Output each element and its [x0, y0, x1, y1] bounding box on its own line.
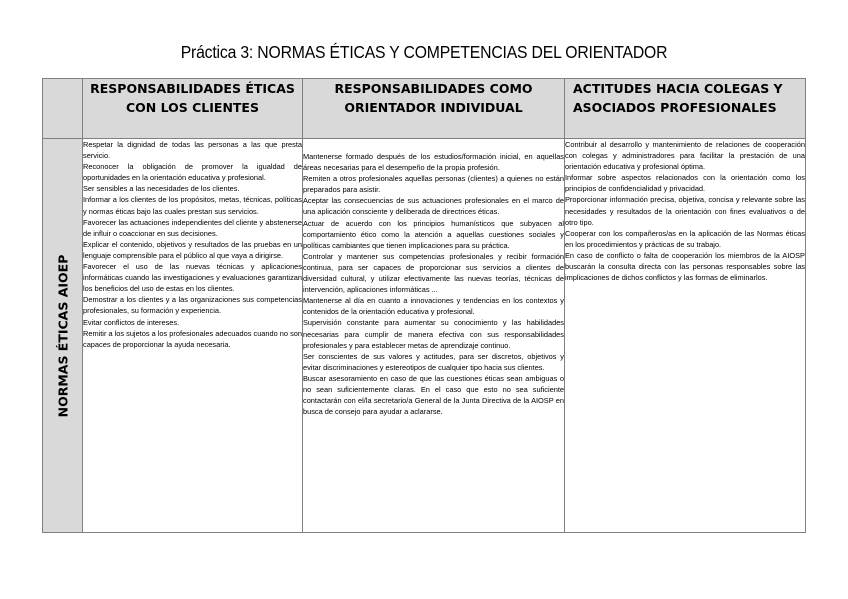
- item-list: [83, 139, 302, 350]
- table-cell: [303, 139, 565, 533]
- table-header-row: [43, 79, 806, 139]
- table-cell: [83, 139, 303, 533]
- list-item: Contribuir al desarrollo y mantenimiento de relaciones de cooperación con colegas y administradores para facilitar la prestación de una orientación educativa y profesional óptima.: [565, 140, 805, 172]
- column-header: RESPONSABILIDADES COMO ORIENTADOR INDIVIDUAL: [303, 79, 565, 139]
- list-item: Actuar de acuerdo con los principios humanísticos que subyacen al comportamiento ético como la atención a aquellas cuestiones sociales y políticas cambiantes que tienen implicaciones para su práctica.: [303, 218, 564, 250]
- list-item: Cooperar con los compañeros/as en la aplicación de las Normas éticas en los procedimientos y prácticas de su trabajo.: [565, 228, 805, 249]
- table-cell: [565, 139, 806, 533]
- list-item: Explicar el contenido, objetivos y resultados de las pruebas en un lenguaje comprensible para el público al que vaya a dirigirse.: [83, 239, 302, 260]
- list-item: Reconocer la obligación de promover la igualdad de oportunidades en la orientación educativa y profesional.: [83, 162, 302, 183]
- list-item: Informar a los clientes de los propósitos, metas, técnicas, políticas y normas éticas bajo las cuales prestan sus servicios.: [83, 195, 302, 216]
- list-item: Proporcionar información precisa, objetiva, concisa y relevante sobre las necesidades y resultados de la orientación con fines evaluativos o de otro tipo.: [565, 195, 805, 227]
- list-item: Demostrar a los clientes y a las organizaciones sus competencias profesionales, su formación y experiencia.: [83, 295, 302, 316]
- column-header: ACTITUDES HACIA COLEGAS Y ASOCIADOS PROFESIONALES: [565, 79, 806, 139]
- list-item: Mantenerse al día en cuanto a innovaciones y tendencias en los contextos y contenidos de la orientación educativa y profesional.: [303, 296, 564, 317]
- list-item: En caso de conflicto o falta de cooperación los miembros de la AIOSP buscarán la consulta directa con las personas responsables sobre las implicaciones de dichos conflictos y las formas de eliminarlos.: [565, 250, 805, 283]
- list-item: Respetar la dignidad de todas las personas a las que presta servicio.: [83, 140, 302, 161]
- list-item: Supervisión constante para aumentar su conocimiento y las habilidades necesarias para cumplir de manera efectiva con sus responsabilidades profesionales y para establecer metas de aprendizaje continuo.: [303, 318, 564, 350]
- list-item: Evitar conflictos de intereses.: [83, 317, 180, 327]
- list-item: Remitir a los sujetos a los profesionales adecuados cuando no son capaces de proporcionar la ayuda necesaria.: [83, 328, 302, 349]
- item-list: [303, 139, 564, 417]
- list-item: Ser conscientes de sus valores y actitudes, para ser discretos, objetivos y evitar discriminaciones y estereotipos de cualquier tipo hacia sus clientes.: [303, 351, 564, 372]
- list-item: Ser sensibles a las necesidades de los clientes.: [83, 184, 240, 194]
- list-item: Informar sobre aspectos relacionados con la orientación como los principios de confidencialidad y privacidad.: [565, 173, 805, 194]
- header-corner-cell: [43, 79, 83, 139]
- list-item: Favorecer el uso de las nuevas técnicas y aplicaciones informáticas cuando las investigaciones y evaluaciones garantizan los beneficios del uso de estas en los clientes.: [83, 262, 302, 294]
- row-label: NORMAS ÉTICAS AIOEP: [55, 254, 70, 417]
- column-header: RESPONSABILIDADES ÉTICAS CON LOS CLIENTES: [83, 79, 303, 139]
- ethics-table: [42, 78, 806, 533]
- list-item: Remiten a otros profesionales aquellas personas (clientes) a quienes no están preparados para asistir.: [303, 174, 564, 195]
- list-item: Mantenerse formado después de los estudios/formación inicial, en aquellas áreas necesarias para el desempeño de la propia profesión.: [303, 152, 564, 173]
- page-title: Práctica 3: NORMAS ÉTICAS Y COMPETENCIAS DEL ORIENTADOR: [180, 42, 668, 62]
- row-header-cell: [43, 139, 83, 533]
- list-item: Aceptar las consecuencias de sus actuaciones profesionales en el marco de una aplicación consciente y deliberada de directrices éticas.: [303, 196, 564, 217]
- list-item: Buscar asesoramiento en caso de que las cuestiones éticas sean ambiguas o no sean suficientemente claras. En el caso que esto no sea suficiente contactarán con el/la secretario/a General de la Junta Directiva de la AIOSP en busca de consejo para ayudar a aclararse.: [303, 373, 564, 417]
- table-row: [43, 139, 806, 533]
- list-item: Controlar y mantener sus competencias profesionales y recibir formación continua, para ser capaces de proporcionar sus servicios a clientes de diversidad cultural, y utilizar efectivamente las nuevas teorías, técnicas de intervención, aplicaciones informáticas ...: [303, 251, 564, 295]
- item-list: [565, 139, 805, 283]
- list-item: Favorecer las actuaciones independientes del cliente y abstenerse de influir o coaccionar en sus decisiones.: [83, 217, 302, 238]
